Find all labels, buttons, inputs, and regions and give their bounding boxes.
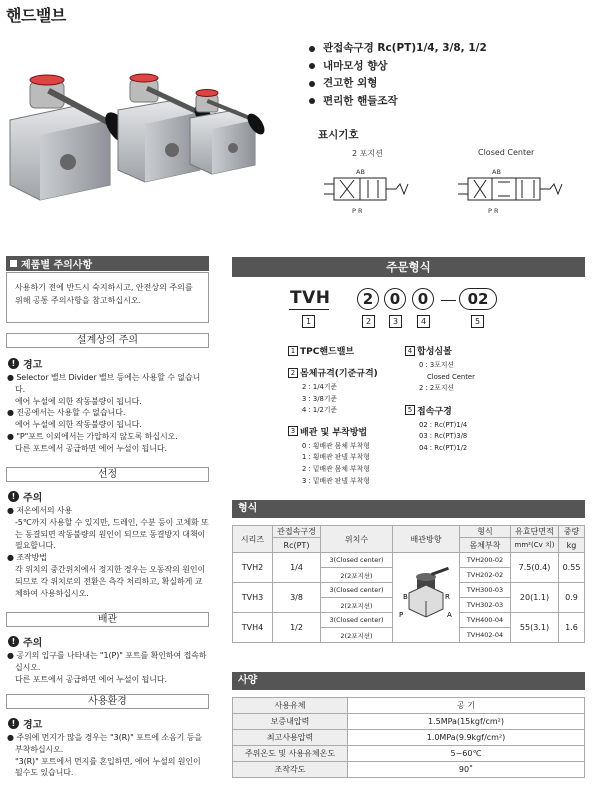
feature-item: 관접속구경 Rc(PT)1/4, 3/8, 1/2 — [305, 40, 585, 58]
selection-text: ● 저온에서의 사용 -5℃까지 사용할 수 있지만, 드레인, 수분 등이 고체화 또는 동결되면 작동불량의 원인이 되므로 동결방지 대책이 필요합니다. ● 조작방법 각 위치의 중간위치에서 정지한 경우는 오동작의 원인이 되므로 각 위치로의 전환은 측각 처리하고, 확실하게 교체하여 사용하십시오. — [7, 506, 209, 598]
page-title: 핸드밸브 — [6, 6, 66, 25]
order-right-col: 4 합성심볼 0 : 3포지션 Closed Center 2 : 2포지션 5 접속구경 02 : Rc(PT)1/4 03 : Rc(PT)3/8 04 : Rc(PT)1/2 — [405, 344, 525, 455]
feature-item: 내마모성 향상 — [305, 58, 585, 76]
table-row: 조작각도 90˚ — [233, 762, 585, 778]
col-series: 시리즈 — [233, 526, 273, 553]
feature-list — [305, 40, 585, 110]
design-text: ● Selector 밸브 Divider 밸브 등에는 사용할 수 없습니다. 에어 누설에 의한 작동불량이 됩니다. ● 진공에서는 사용할 수 없습니다. 에어 누설에 의한 작동불량이 됩니다. ● "P"포트 이외에서는 가압하지 않도록 하십시오. 다른 포트에서 공급하면 에어 누설이 됩니다. — [7, 373, 201, 453]
table-row: 보증내압력 1.5MPa(15kgf/cm²) — [233, 714, 585, 730]
symbol-ab-left: AB — [356, 168, 365, 176]
table-row: 사용유체 공 기 — [233, 698, 585, 714]
svg-text:A: A — [447, 610, 452, 619]
table-row: TVH4 1/2 3(Closed center) TVH400-04 55(3.1) 1.6 — [233, 613, 585, 628]
order-group: 4 합성심볼 — [405, 344, 525, 357]
symbol-ab-right: AB — [492, 168, 501, 176]
caution-header: 제품별 주의사항 — [6, 256, 209, 271]
spec-table — [232, 697, 585, 778]
warning-icon: ! — [8, 718, 19, 729]
product-image — [0, 50, 300, 250]
col-pos: 위치수 — [321, 526, 393, 553]
table-row: 최고사용압력 1.0MPa(9.9kgf/cm²) — [233, 730, 585, 746]
piping-text: ● 공기의 입구를 나타내는 "1(P)" 포트를 확인하여 접속하십시오. 다른 포트에서 공급하면 에어 누설이 됩니다. — [7, 651, 207, 684]
order-num-1: 1 — [302, 315, 315, 328]
warning-icon: ! — [8, 358, 19, 369]
order-num-2: 2 — [362, 315, 375, 328]
order-model: TVH — [290, 288, 331, 308]
symbol-cc-icon — [454, 174, 579, 206]
piping-caution: ! 주의 — [8, 634, 42, 649]
col-weight: 중량 — [559, 526, 585, 538]
order-code-4: 02 — [459, 288, 497, 310]
table-row: TVH3 3/8 3(Closed center) TVH300-03 20(1.1) 0.9 — [233, 583, 585, 598]
col-port: 관접속구경 — [273, 526, 321, 538]
symbol-pr-left: P R — [352, 207, 363, 215]
order-header: 주문형식 — [232, 257, 585, 277]
order-code-3: 0 — [412, 288, 434, 310]
type-header: 형식 — [232, 500, 585, 518]
caution-body: 사용하기 전에 반드시 숙지하시고, 안전상의 주의를 위해 공통 주의사항을 참고하십시오. — [6, 272, 209, 323]
symbol-label-2pos: 2 포지션 — [352, 149, 383, 158]
order-left-col: 1 TPC핸드밸브 2 몸체규격(기준규격) 2 : 1/4기준 3 : 3/8기준 4 : 1/2기준 3 배관 및 부착방법 0 : 횡배관 몸체 부착형 1 : 횡배관 판넬 부착형 2 : 밑배관 몸체 부착형 3 : 밑배관 판넬 부착형 — [288, 344, 403, 487]
col-model: 형식 — [460, 526, 511, 538]
col-dir: 배관방향 — [393, 526, 460, 553]
order-group: 3 배관 및 부착방법 — [288, 425, 403, 438]
valve-small — [190, 90, 268, 175]
order-num-3: 3 — [389, 315, 402, 328]
piping-header: 배관 — [6, 612, 209, 627]
selection-caution: ! 주의 — [8, 489, 42, 504]
symbol-2pos-icon — [320, 174, 420, 206]
svg-text:R: R — [445, 592, 450, 601]
order-num-5: 5 — [471, 315, 484, 328]
order-group: 5 접속구경 — [405, 404, 525, 417]
caution-icon: ! — [8, 636, 19, 647]
table-row: TVH2 1/4 3(Closed center) B R P A TVH200-02 7.5(0.4) 0.55 — [233, 553, 585, 568]
order-code-1: 2 — [357, 288, 379, 310]
order-dash — [441, 300, 456, 301]
design-header: 설계상의 주의 — [6, 333, 209, 348]
svg-text:P: P — [399, 610, 404, 619]
environment-text: ● 주위에 먼지가 많을 경우는 "3(R)" 포트에 소음기 등을 부착하십시오. "3(R)" 포트에서 먼지를 혼입하면, 에어 누설의 원인이 될수도 있습니다. — [7, 733, 203, 778]
selection-header: 선정 — [6, 467, 209, 482]
spec-header: 사양 — [232, 672, 585, 690]
design-warning: ! 경고 — [8, 356, 42, 371]
symbol-label-cc: Closed Center — [478, 148, 535, 157]
feature-item: 편리한 핸들조작 — [305, 93, 585, 111]
caution-icon: ! — [8, 491, 19, 502]
environment-header: 사용환경 — [6, 694, 209, 709]
symbol-pr-right: P R — [488, 207, 499, 215]
order-underline — [289, 309, 329, 310]
col-area: 유효단면적 — [511, 526, 559, 538]
flow-diagram-cell — [393, 553, 460, 643]
order-group: 2 몸체규격(기준규격) — [288, 366, 403, 379]
symbol-title: 표시기호 — [318, 129, 359, 141]
feature-item: 견고한 외형 — [305, 75, 585, 93]
square-icon — [10, 260, 17, 267]
table-row: 주위온도 및 사용유체온도 5~60℃ — [233, 746, 585, 762]
bullet-icon — [309, 98, 315, 104]
type-table: 시리즈 관접속구경 위치수 배관방향 형식 유효단면적 중량 Rc(PT) 몸체부착 mm²(Cv 치) kg TVH2 1/4 3(Closed center) B R P A TVH200-02 7.5(0.4) 0.55 2(2포지션) TVH202-02 TVH3 3/8 3(Closed center) TVH300-03 20(1.1) 0.9 2(2포지션) TVH302-03 TVH4 1/2 3(Closed center) TVH400-04 55(3.1) 1.6 2(2포지션) TVH402-04 — [232, 525, 585, 643]
svg-text:B: B — [403, 592, 408, 601]
order-num-4: 4 — [417, 315, 430, 328]
environment-warning: ! 경고 — [8, 716, 42, 731]
valve-port-diagram — [395, 557, 457, 637]
valve-large — [10, 75, 136, 200]
order-group: 1 TPC핸드밸브 — [288, 344, 403, 357]
bullet-icon — [309, 63, 315, 69]
order-code-2: 0 — [384, 288, 406, 310]
bullet-icon — [309, 81, 315, 87]
bullet-icon — [309, 46, 315, 52]
